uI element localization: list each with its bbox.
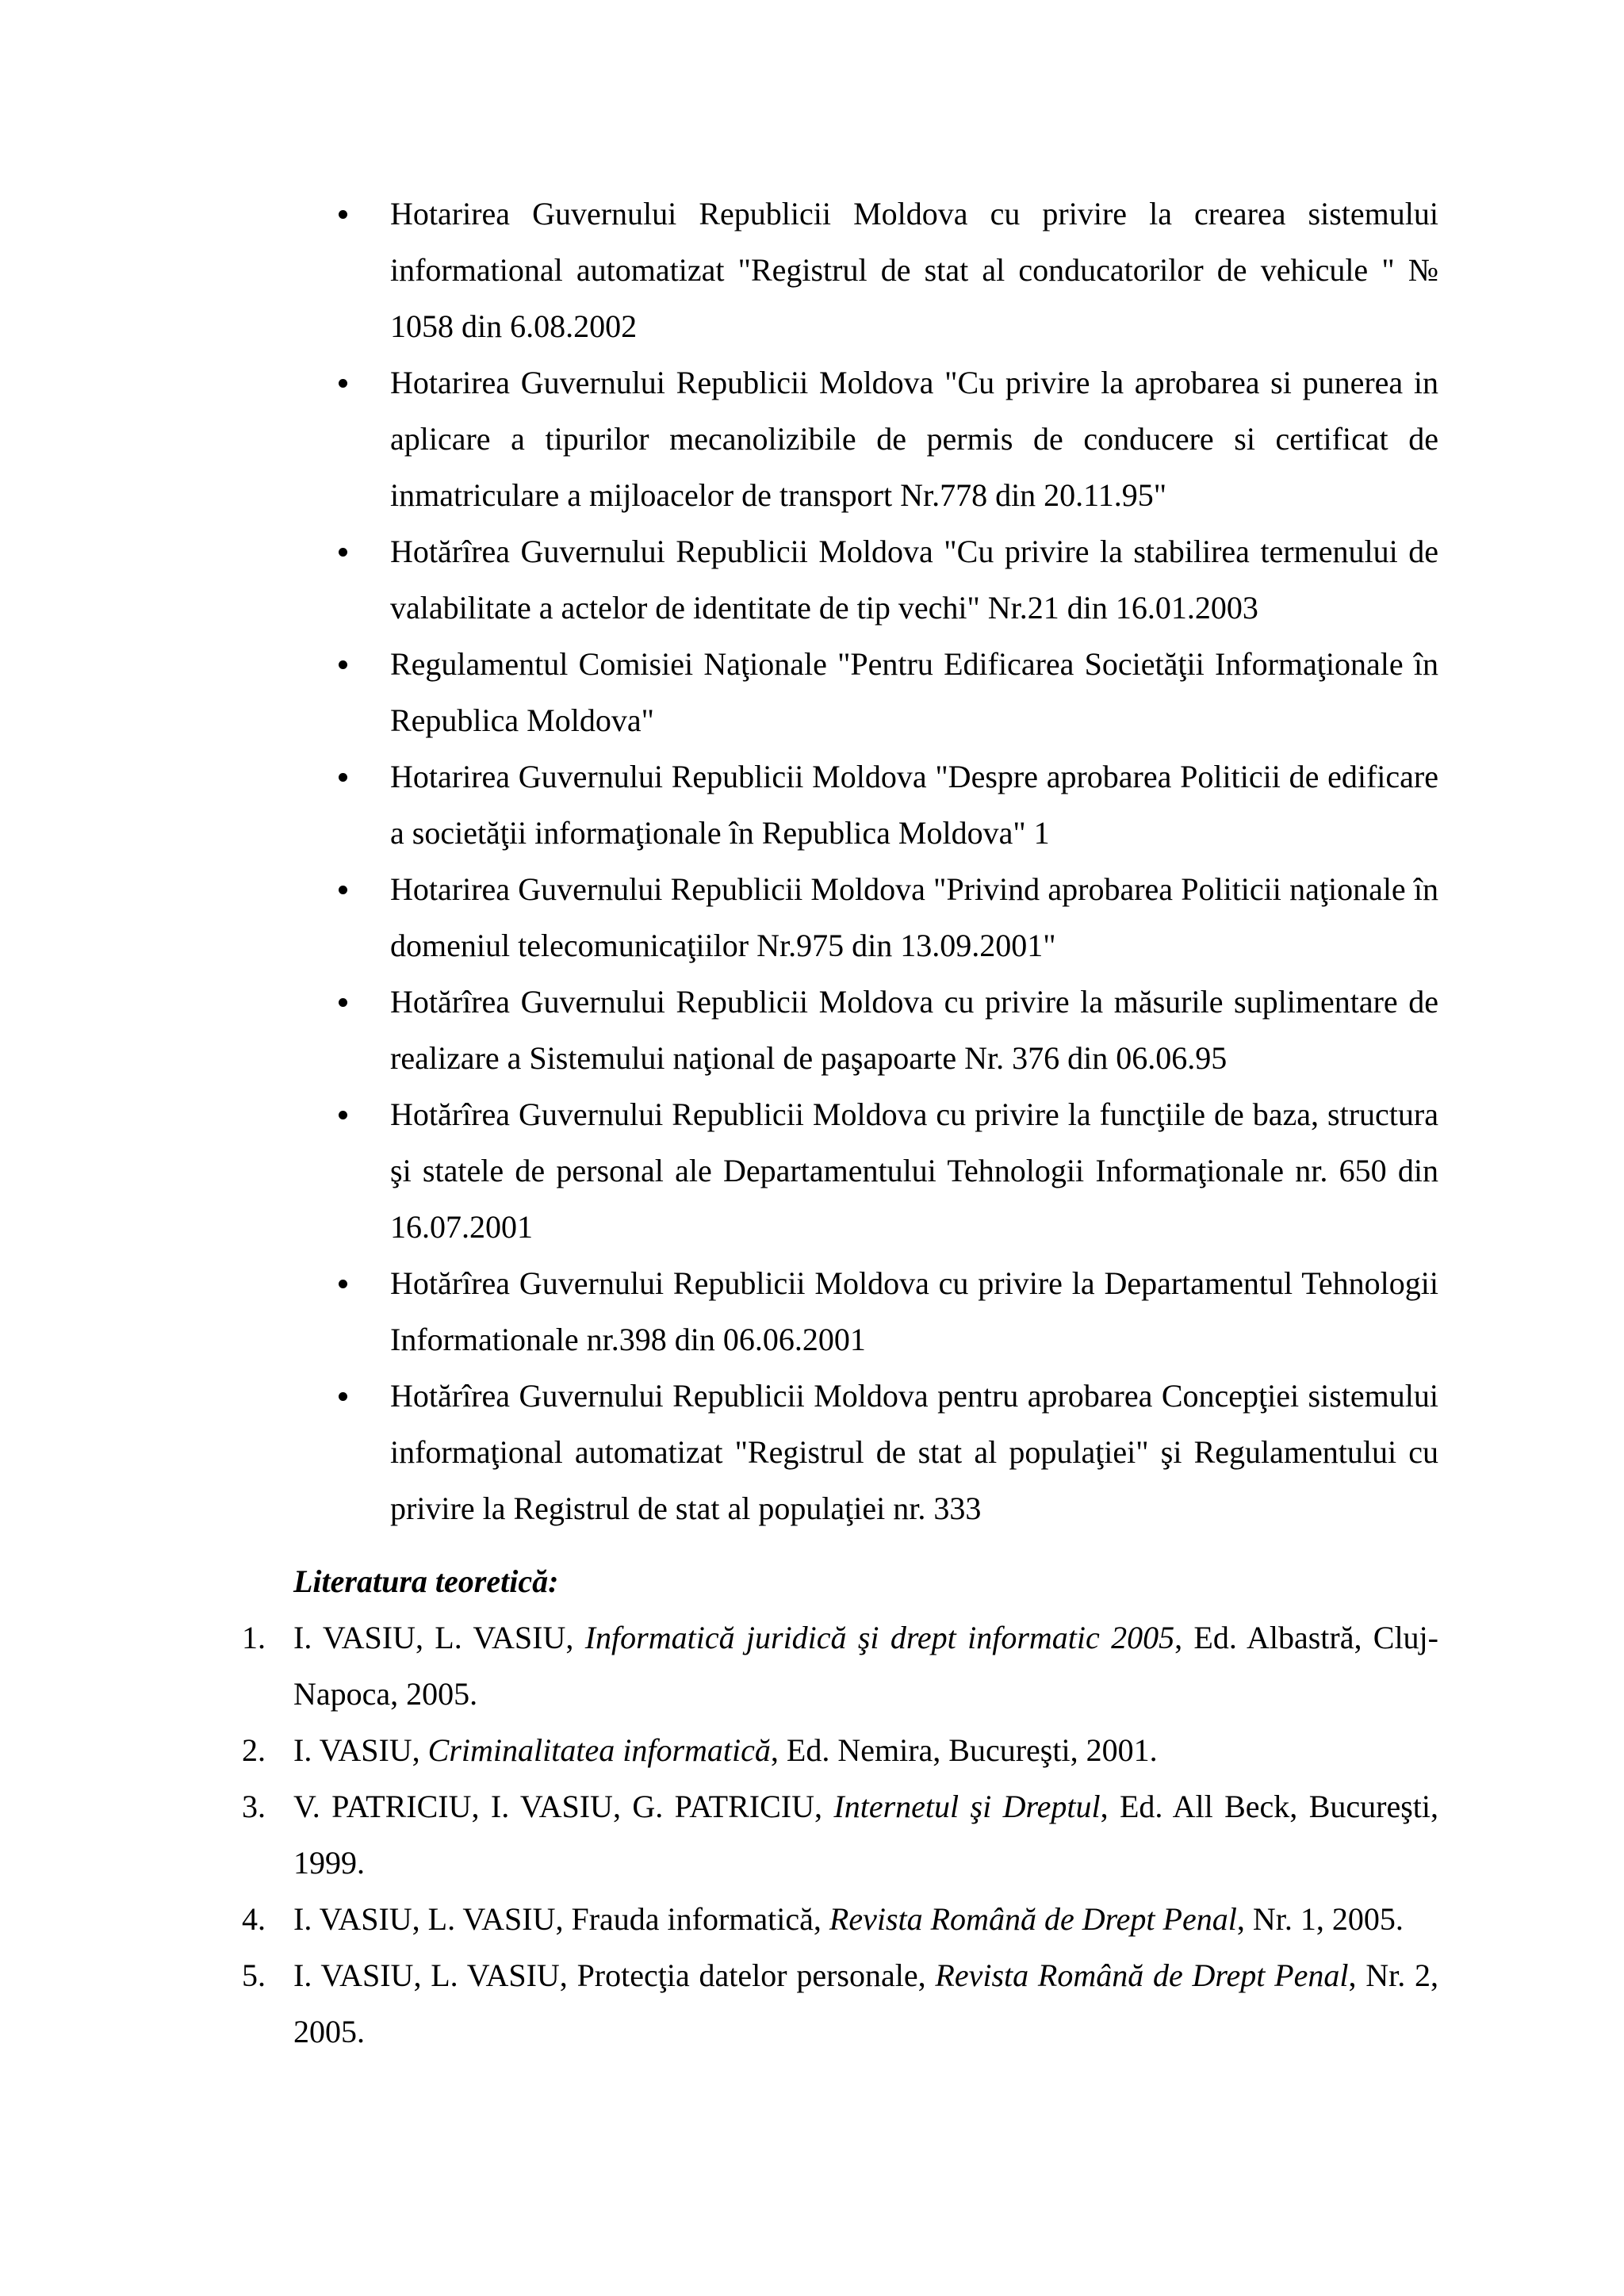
reference-publisher: , Ed. Nemira, Bucureşti, 2001. [770,1732,1158,1768]
reference-publisher: , Ed. Albastră, Cluj-Napoca, 2005. [293,1620,1438,1712]
bullet-icon [339,1392,347,1401]
bullet-icon [339,773,347,782]
legislation-text: Hotărîrea Guvernului Republicii Moldova cu privire la funcţiile de baza, structura şi statele de personal ale Departamentului Tehnologii Informaţionale nr. 650 din 16.07.2001 [390,1096,1438,1245]
legislation-text: Hotarirea Guvernului Republicii Moldova "Cu privire la aprobarea si punerea in aplicare a tipurilor mecanolizibile de permis de conducere si certificat de inmatriculare a mijloacelor de transport Nr.778 din 20.11.95" [390,365,1438,513]
legislation-text: Hotarirea Guvernului Republicii Moldova "Privind aprobarea Politicii naţionale în domeniul telecomunicaţiilor Nr.975 din 13.09.2001" [390,871,1438,963]
reference-publisher: , Nr. 1, 2005. [1236,1901,1404,1937]
bullet-icon [339,1111,347,1119]
bullet-icon [339,660,347,669]
legislation-text: Hotărîrea Guvernului Republicii Moldova cu privire la măsurile suplimentare de realizare a Sistemului naţional de paşapoarte Nr. 376 din 06.06.95 [390,984,1438,1076]
reference-publisher: , Ed. All Beck, Bucureşti, 1999. [293,1789,1438,1881]
reference-title: Internetul şi Dreptul [833,1789,1101,1824]
reference-article: Frauda informatică, [571,1901,829,1937]
references-list [242,1609,1439,2060]
reference-item [242,1722,1438,1778]
bullet-icon [339,379,347,388]
legislation-item [390,523,1438,636]
reference-title: Criminalitatea informatică [427,1732,771,1768]
reference-authors: V. PATRICIU, I. VASIU, G. PATRICIU, [293,1789,834,1824]
reference-authors: I. VASIU, L. VASIU, [293,1901,572,1937]
reference-number: 5. [242,1957,266,1993]
reference-title: Revista Română de Drept Penal [829,1901,1237,1937]
legislation-item [390,1086,1438,1255]
bullet-icon [339,210,347,219]
legislation-item [390,861,1438,974]
bullet-icon [339,886,347,894]
legislation-item [390,636,1438,748]
bullet-icon [339,548,347,557]
reference-number: 2. [242,1732,266,1768]
legislation-list [390,186,1438,1536]
legislation-item [390,748,1438,861]
legislation-text: Hotărîrea Guvernului Republicii Moldova "Cu privire la stabilirea termenului de valabilitate a actelor de identitate de tip vechi" Nr.21 din 16.01.2003 [390,534,1438,626]
reference-number: 4. [242,1901,266,1937]
legislation-text: Hotarirea Guvernului Republicii Moldova "Despre aprobarea Politicii de edificare a societăţii informaţionale în Republica Moldova" 1 [390,759,1438,851]
reference-item [242,1609,1438,1722]
reference-title: Informatică juridică şi drept informatic 2005 [584,1620,1175,1655]
reference-authors: I. VASIU, [293,1732,428,1768]
legislation-text: Hotarirea Guvernului Republicii Moldova cu privire la crearea sistemului informational automatizat "Registrul de stat al conducatorilor de vehicule " № 1058 din 6.08.2002 [390,196,1438,344]
legislation-item [390,186,1438,354]
legislation-text: Regulamentul Comisiei Naţionale "Pentru Edificarea Societăţii Informaţionale în Republica Moldova" [390,646,1438,738]
reference-number: 1. [242,1620,266,1655]
legislation-item [390,974,1438,1086]
literature-heading: Literatura teoretică: [293,1563,559,1599]
reference-authors: I. VASIU, L. VASIU, [293,1620,585,1655]
legislation-text: Hotărîrea Guvernului Republicii Moldova cu privire la Departamentul Tehnologii Informationale nr.398 din 06.06.2001 [390,1265,1438,1357]
reference-number: 3. [242,1789,266,1824]
legislation-item [390,1368,1438,1536]
legislation-text: Hotărîrea Guvernului Republicii Moldova pentru aprobarea Concepţiei sistemului informaţional automatizat "Registrul de stat al populaţiei" şi Regulamentului cu privire la Registrul de stat al populaţiei nr. 333 [390,1378,1438,1526]
reference-publisher: , Nr. 2, 2005. [293,1957,1439,2049]
legislation-item [390,354,1438,523]
reference-authors: I. VASIU, L. VASIU, [293,1957,577,1993]
bullet-icon [339,1280,347,1288]
reference-item [242,1891,1438,1947]
legislation-item [390,1255,1438,1368]
reference-title: Revista Română de Drept Penal [935,1957,1349,1993]
reference-article: Protecţia datelor personale, [576,1957,936,1993]
reference-item [242,1947,1439,2060]
reference-item [242,1778,1438,1891]
bullet-icon [339,998,347,1007]
